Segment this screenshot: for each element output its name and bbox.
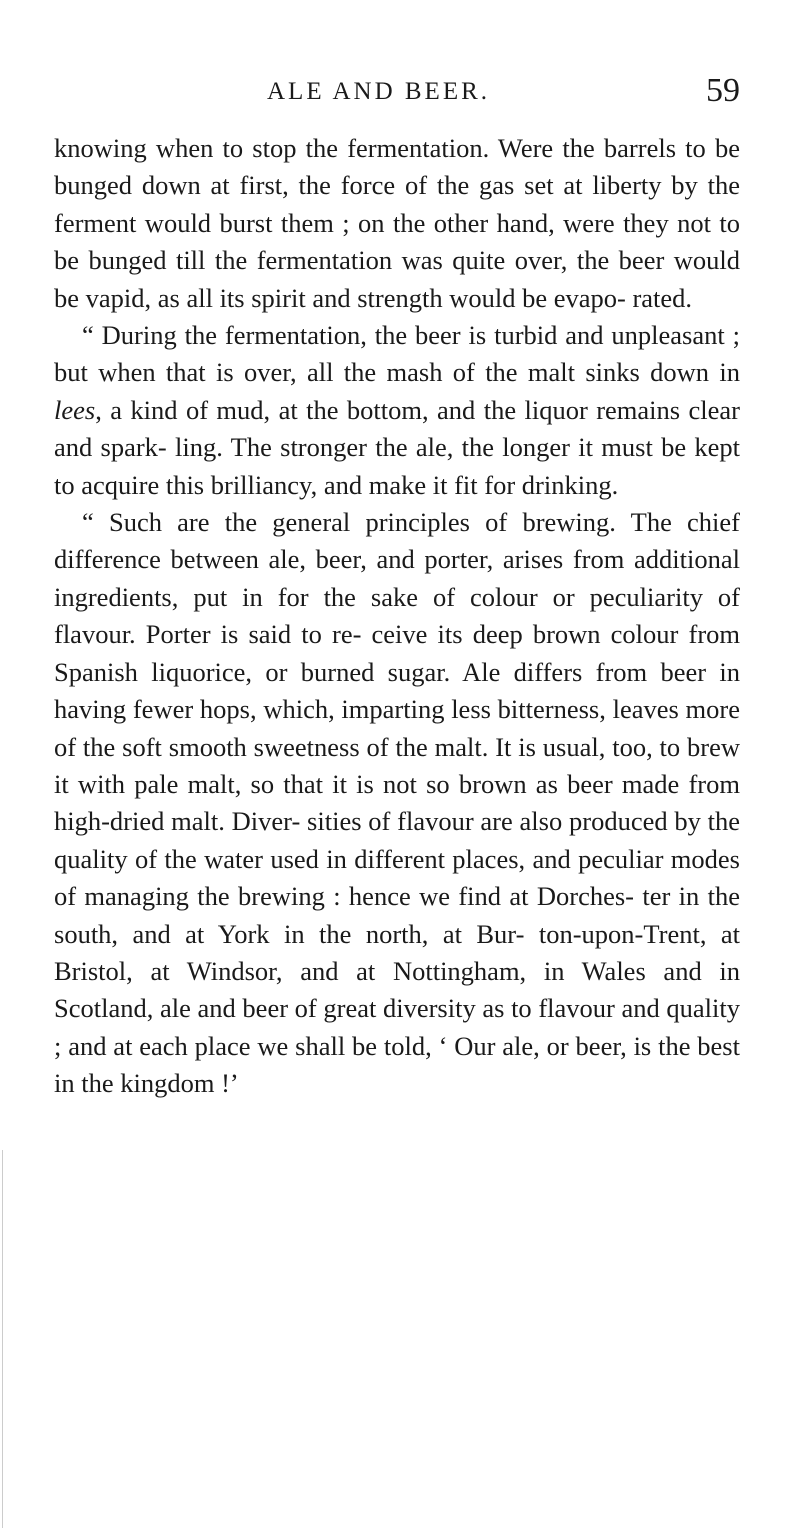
page-edge-line [2,1150,3,1528]
paragraph-2-text-end: , a kind of mud, at the bottom, and the liquor remains clear and spark- ling. The stronger the ale, the longer it must be kept to acquire this brilliancy, and make it fit for drinking. [54,394,740,500]
running-head [60,72,740,118]
paragraph-2-text-start: “ During the fermentation, the beer is turbid and unpleasant ; but when that is over, all the mash of the malt sinks down in [54,320,740,388]
running-title: ALE AND BEER. [267,78,491,105]
body-text [54,130,740,1103]
paragraph-3: “ Such are the general principles of brewing. The chief difference between ale, beer, and porter, arises from additional ingredients, put in for the sake of colour or peculiarity of flavour. Porter is said to re- ceive its deep brown colour from Spanish liquorice, or burned sugar. Ale differs from beer in having fewer hops, which, imparting less bitterness, leaves more of the soft smooth sweetness of the malt. It is usual, too, to brew it with pale malt, so that it is not so brown as beer made from high-dried malt. Diver- sities of flavour are also produced by the quality of the water used in different places, and peculiar modes of managing the brewing : hence we find at Dorches- ter in the south, and at York in the north, at Bur- ton-upon-Trent, at Bristol, at Windsor, and at Nottingham, in Wales and in Scotland, ale and beer of great diversity as to flavour and quality ; and at each place we shall be told, ‘ Our ale, or beer, is the best in the kingdom !’ [54,507,740,1099]
paragraph-1: knowing when to stop the fermentation. Were the barrels to be bunged down at first, the force of the gas set at liberty by the ferment would burst them ; on the other hand, were they not to be bunged till the fermentation was quite over, the beer would be vapid, as all its spirit and strength would be evapo- rated. [54,133,740,313]
paragraph-2 [54,317,740,504]
italic-term-lees: lees [54,394,96,425]
page-number: 59 [706,72,740,109]
